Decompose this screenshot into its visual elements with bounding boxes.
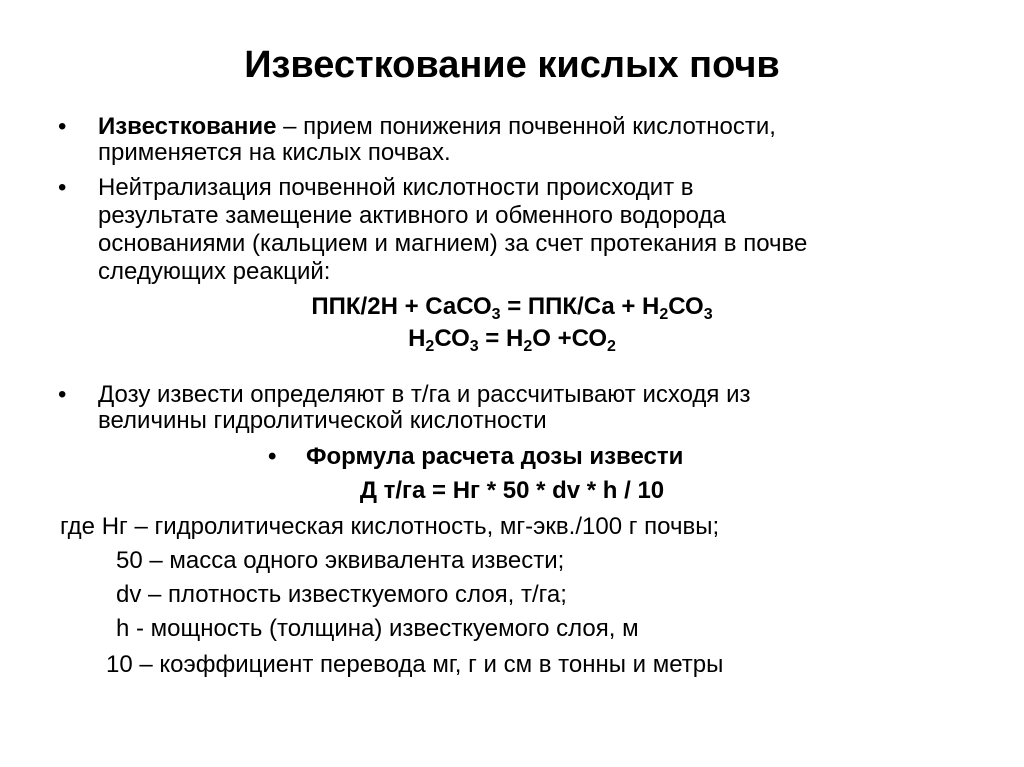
bullet-3-line-1: Дозу извести определяют в т/га и рассчитывают исходя из <box>98 381 751 408</box>
bullet-marker: • <box>58 113 67 140</box>
bullet-1-text: – прием понижения почвенной кислотности, <box>276 113 776 140</box>
legend-line-5: 10 – коэффициент перевода мг, г и см в тонны и метры <box>106 651 724 678</box>
slide-title: Известкование кислых почв <box>244 44 780 86</box>
bullet-2-line-3: основаниями (кальцием и магнием) за счет протекания в почве <box>98 230 808 257</box>
bullet-3-line-2: величины гидролитической кислотности <box>98 407 547 434</box>
reaction-2: $Н_2СО_3 = Н_2О +СО_2$ <box>408 325 616 355</box>
legend-line-3: dv – плотность известкуемого слоя, т/га; <box>116 581 567 608</box>
legend-line-4: h - мощность (толщина) известкуемого слоя, м <box>116 615 639 642</box>
bullet-2-line-1: Нейтрализация почвенной кислотности происходит в <box>98 174 694 201</box>
bullet-1-line-2: применяется на кислых почвах. <box>98 139 451 166</box>
legend-line-2: 50 – масса одного эквивалента извести; <box>116 547 565 574</box>
bullet-marker: • <box>268 443 277 470</box>
formula-heading: Формула расчета дозы извести <box>306 443 684 470</box>
bullet-marker: • <box>58 174 67 201</box>
bullet-marker: • <box>58 381 67 408</box>
bullet-2-line-2: результате замещение активного и обменного водорода <box>98 202 726 229</box>
reaction-1: ППК/2Н + СаСО$_3$ = $ППК/Са + Н_2СО_3$ <box>311 293 713 323</box>
term-izvestkovanie: Известкование <box>98 113 277 140</box>
bullet-1-line-1 <box>98 114 776 140</box>
formula: Д т/га = Нг * 50 * dv * h / 10 <box>359 477 665 504</box>
bullet-2-line-4: следующих реакций: <box>98 258 331 285</box>
legend-line-1: где Нг – гидролитическая кислотность, мг-экв./100 г почвы; <box>60 513 720 540</box>
